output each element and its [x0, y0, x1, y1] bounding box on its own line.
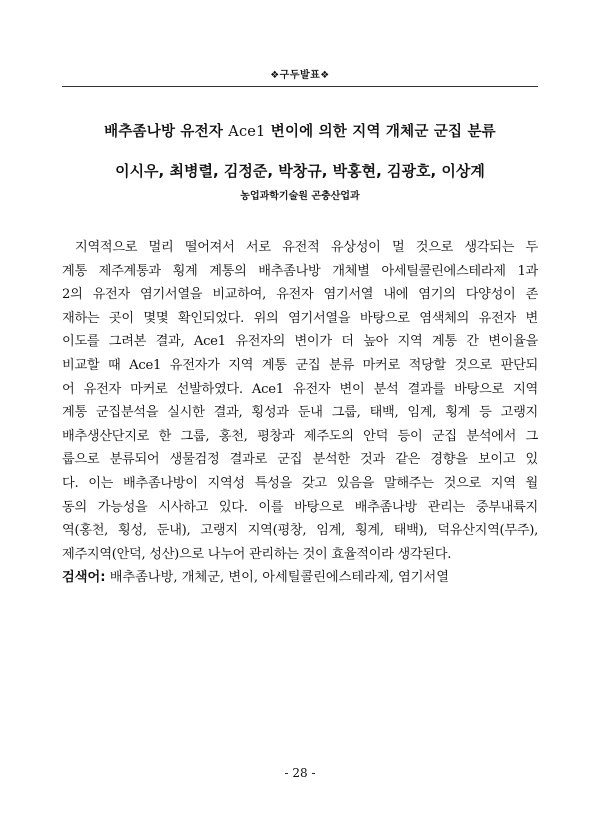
title-part-2: 변이에 의한 지역 개체군 군집 분류 [265, 124, 496, 140]
abstract-line: 룹으로 분류되어 생물검정 결과로 군집 분석한 것과 같은 경향을 보이고 있 [62, 452, 538, 468]
abstract-line: 2의 유전자 염기서열을 비교하여, 유전자 염기서열 내에 염기의 다양성이 존 [62, 287, 538, 303]
keywords-label: 검색어: [62, 570, 106, 585]
abstract-line: 제주지역(안덕, 성산)으로 나누어 관리하는 것이 효율적이라 생각된다. [62, 546, 452, 562]
abstract-line: 동의 가능성을 시사하고 있다. 이를 바탕으로 배추좀나방 관리는 중부내륙지 [62, 499, 538, 515]
keywords [62, 566, 538, 585]
keywords-text: 배추좀나방, 개체군, 변이, 아세틸콜린에스테라제, 염기서열 [105, 570, 449, 585]
header-rule [62, 86, 538, 87]
author-list: 이시우, 최병렬, 김정준, 박창규, 박홍현, 김광호, 이상계 [115, 162, 485, 180]
affiliation: 농업과학기술원 곤충산업과 [240, 191, 360, 202]
section-header: ❖구두발표❖ [270, 70, 330, 81]
abstract-line: 이도를 그려본 결과, Ace1 유전자의 변이가 더 높아 지역 계통 간 변이율을 [62, 334, 538, 350]
abstract-body [62, 236, 538, 566]
abstract-line: 계통 군집분석을 실시한 결과, 횡성과 둔내 그룹, 태백, 임계, 횡계 등 고랭지 [62, 405, 538, 421]
abstract-line: 재하는 곳이 몇몇 확인되었다. 위의 염기서열을 바탕으로 염색체의 유전자 변 [62, 310, 538, 326]
title-part-1: 배추좀나방 유전자 [104, 124, 229, 140]
page-number: - 28 - [284, 766, 316, 780]
abstract-line: 비교할 때 Ace1 유전자가 지역 계통 군집 분류 마커로 적당할 것으로 판단되 [62, 357, 538, 373]
abstract-line: 어 유전자 마커로 선발하였다. Ace1 유전자 변이 분석 결과를 바탕으로 지역 [62, 381, 538, 397]
abstract-line: 계통 제주계통과 횡계 계통의 배추좀나방 개체별 아세틸콜린에스테라제 1과 [62, 263, 538, 279]
paper-title [62, 120, 538, 141]
abstract-line: 배추생산단지로 한 그룹, 홍천, 평창과 제주도의 안덕 등이 군집 분석에서 그 [62, 428, 538, 444]
abstract-line: 역(홍천, 횡성, 둔내), 고랭지 지역(평창, 임계, 횡계, 태백), 덕유산지역(무주), [62, 523, 538, 539]
abstract-line: 지역적으로 멀리 떨어져서 서로 유전적 유상성이 멀 것으로 생각되는 두 [75, 240, 538, 255]
abstract-line: 다. 이는 배추좀나방이 지역성 특성을 갖고 있음을 말해주는 것으로 지역 월 [62, 475, 538, 491]
title-gene-name: Ace1 [228, 124, 266, 140]
